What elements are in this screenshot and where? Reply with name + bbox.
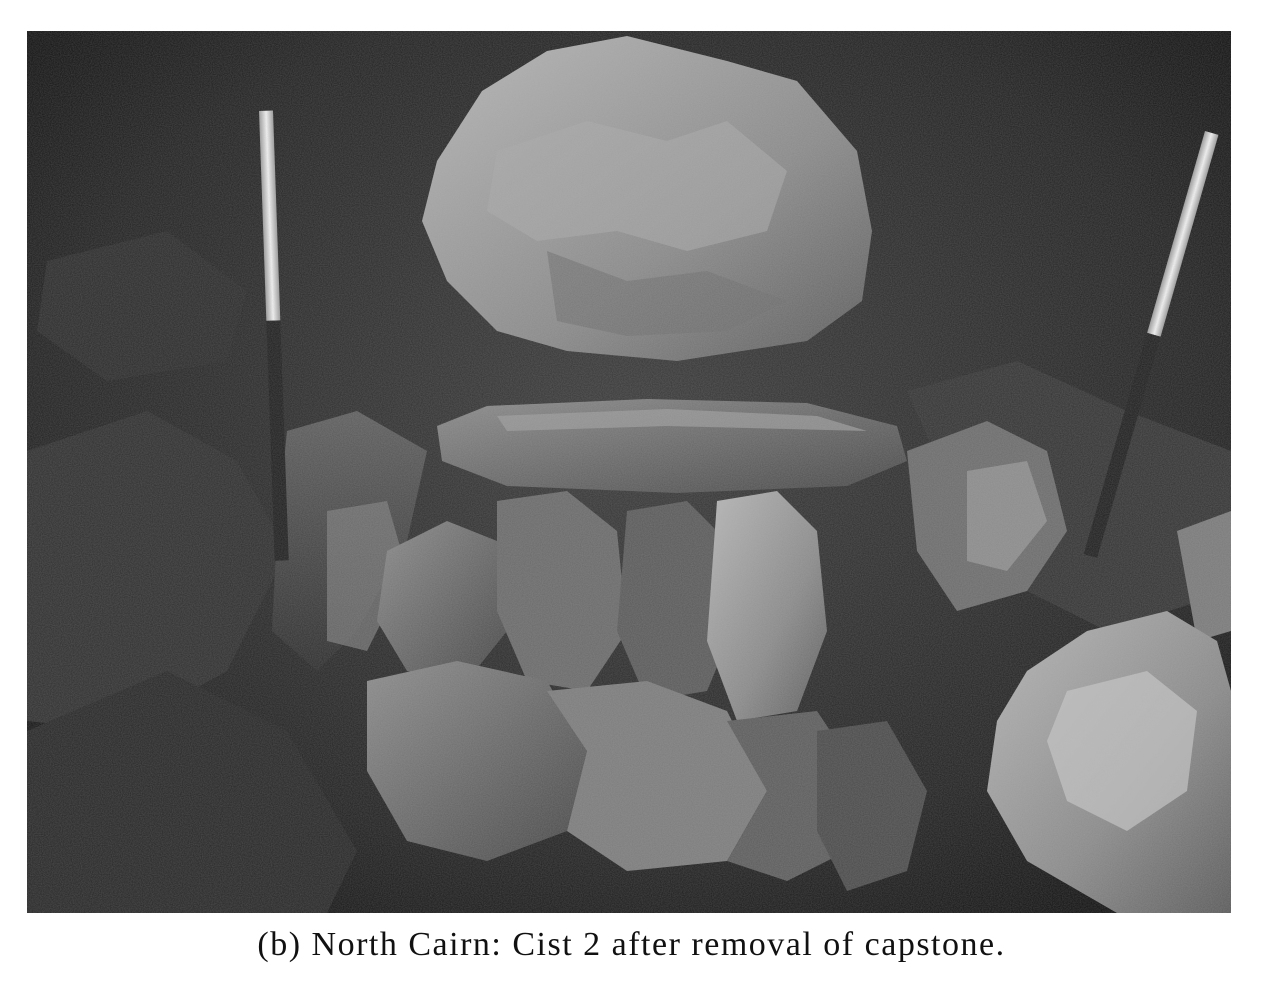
photograph-plate (27, 31, 1231, 913)
figure-caption: (b) North Cairn: Cist 2 after removal of capstone. (257, 926, 1006, 963)
cist-photo-icon (27, 31, 1231, 913)
